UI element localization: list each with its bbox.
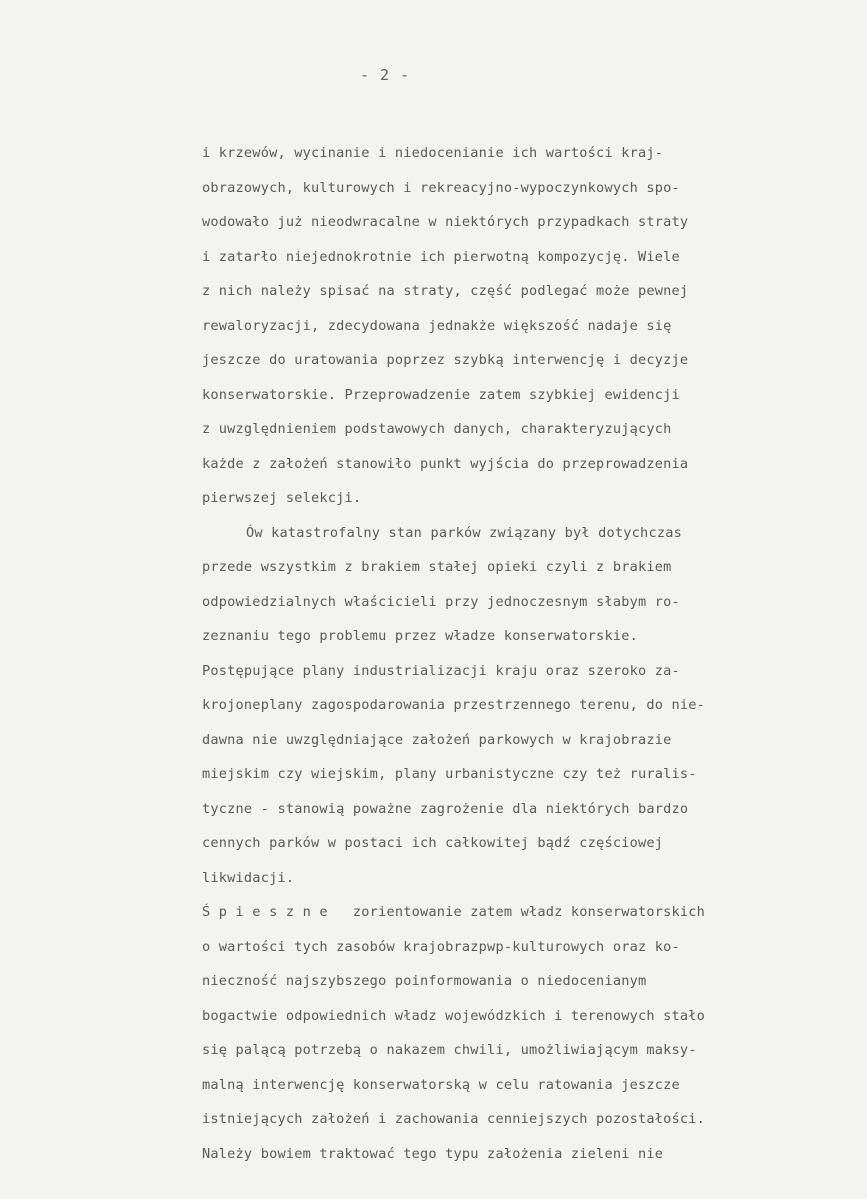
text-line: Ów katastrofalny stan parków związany był dotychczas [246, 524, 682, 541]
page-number: - 2 - [360, 66, 411, 84]
text-line: obrazowych, kulturowych i rekreacyjno-wypoczynkowych spo- [202, 179, 680, 196]
text-line: wodowało już nieodwracalne w niektórych przypadkach straty [202, 214, 689, 230]
text-line: przede wszystkim z brakiem stałej opieki czyli z brakiem [202, 559, 672, 575]
text-line: pierwszej selekcji. [202, 490, 362, 506]
text-line: likwidacji. [202, 869, 295, 886]
text-line: miejskim czy wiejskim, plany urbanistyczne czy też ruralis- [202, 766, 697, 782]
text-line: z uwzględnieniem podstawowych danych, charakteryzujących [202, 421, 672, 437]
text-line: krojoneplany zagospodarowania przestrzennego terenu, do nie- [202, 697, 706, 713]
text-line: odpowiedzialnych właścicieli przy jednoczesnym słabym ro- [202, 593, 680, 610]
text-line: cennych parków w postaci ich całkowitej bądź częściowej [202, 835, 664, 851]
text-line: bogactwie odpowiednich władz wojewódzkich i terenowych stało [202, 1007, 706, 1024]
text-line: konserwatorskie. Przeprowadzenie zatem szybkiej ewidencji [202, 386, 680, 403]
text-line: Należy bowiem traktować tego typu założenia zieleni nie [202, 1145, 664, 1162]
text-line: jeszcze do uratowania poprzez szybką interwencję i decyzje [202, 352, 689, 368]
text-line: nieczność najszybszego poinformowania o niedocenianym [202, 973, 647, 989]
text-line: Postępujące plany industrializacji kraju oraz szeroko za- [202, 662, 680, 679]
text-line: i zatarło niejednokrotnie ich pierwotną kompozycję. Wiele [202, 248, 680, 265]
text-line: się palącą potrzebą o nakazem chwili, umożliwiającym maksy- [202, 1042, 697, 1058]
text-line: i krzewów, wycinanie i niedocenianie ich wartości kraj- [202, 145, 664, 161]
text-line: każde z założeń stanowiło punkt wyjścia do przeprowadzenia [202, 455, 689, 472]
text-line: tyczne - stanowią poważne zagrożenie dla niektórych bardzo [202, 800, 689, 817]
text-line: istniejących założeń i zachowania cenniejszych pozostałości. [202, 1111, 706, 1127]
text-line: Ś p i e s z n e zorientowanie zatem władz konserwatorskich [202, 904, 706, 920]
text-line: dawna nie uwzględniające założeń parkowych w krajobrazie [202, 731, 672, 748]
text-line: z nich należy spisać na straty, część podlegać może pewnej [202, 283, 689, 299]
body-text [202, 136, 842, 1171]
text-line: o wartości tych zasobów krajobrazpwp-kulturowych oraz ko- [202, 938, 680, 955]
text-line: malną interwencję konserwatorską w celu ratowania jeszcze [202, 1076, 680, 1093]
text-line: zeznaniu tego problemu przez władze konserwatorskie. [202, 628, 638, 644]
text-line: rewaloryzacji, zdecydowana jednakże większość nadaje się [202, 317, 672, 334]
